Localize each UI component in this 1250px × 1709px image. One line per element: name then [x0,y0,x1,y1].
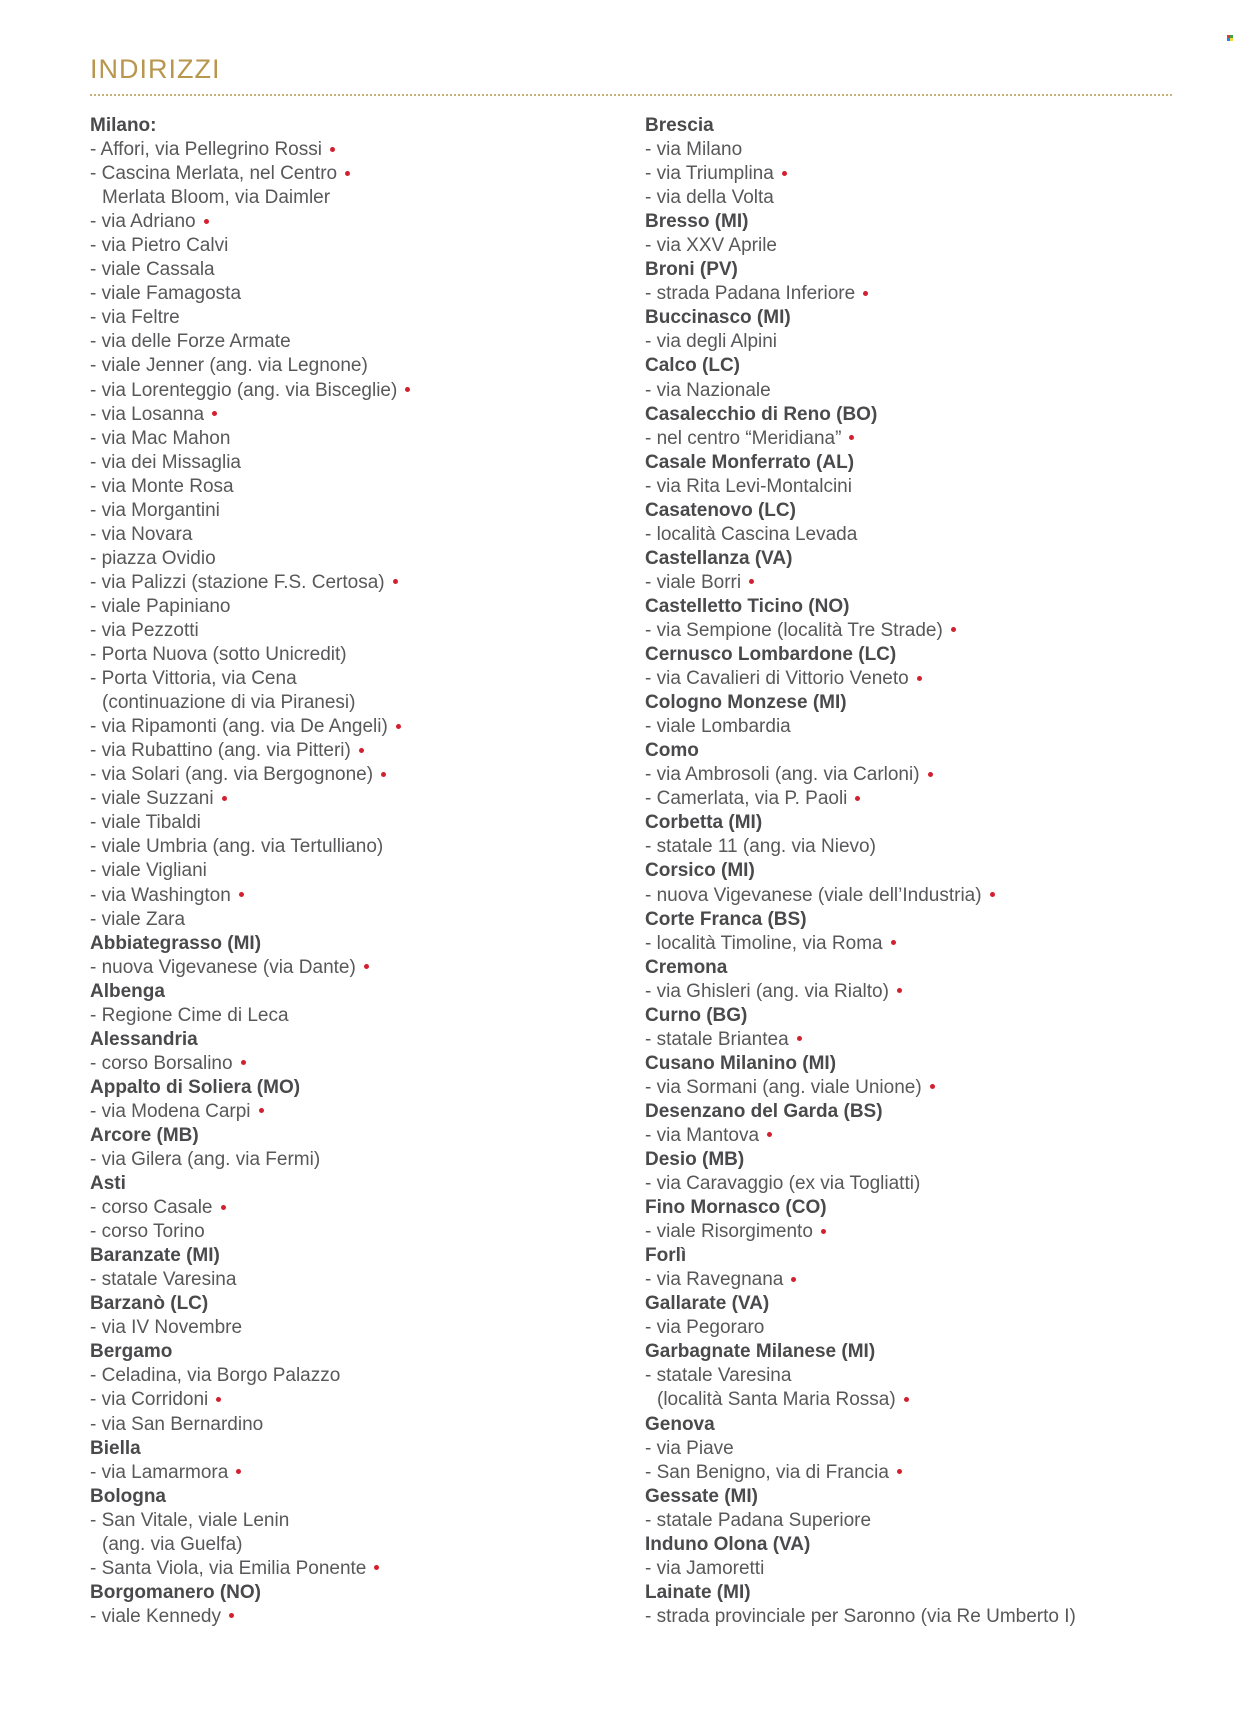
address-text: - viale Jenner (ang. via Legnone) [90,355,368,377]
city-name: Como [645,740,699,762]
address-text: - via Morgantini [90,499,220,521]
address-text: - San Benigno, via di Francia [645,1461,889,1483]
page-title: INDIRIZZI [90,54,221,84]
city-heading [645,1485,1165,1509]
address-text: - nuova Vigevanese (viale dell’Industria) [645,884,982,906]
city-name: Borgomanero (NO) [90,1581,261,1603]
address-item [645,1076,1165,1100]
address-text: - viale Zara [90,908,186,930]
address-text: - viale Risorgimento [645,1221,813,1243]
red-dot-icon [374,1565,379,1570]
address-text: - Porta Vittoria, via Cena [90,668,297,690]
city-heading [645,956,1165,980]
address-text: - via Nazionale [645,379,771,401]
address-item [645,763,1165,787]
address-item [90,1220,610,1244]
address-item [90,523,610,547]
city-heading [645,451,1165,475]
city-heading [90,1581,610,1605]
red-dot-icon [330,147,335,152]
red-dot-icon [990,892,995,897]
city-heading [645,1533,1165,1557]
address-item [90,1196,610,1220]
city-name: Castelletto Ticino (NO) [645,595,850,617]
address-text: - via Gilera (ang. via Fermi) [90,1149,321,1171]
address-item [645,715,1165,739]
city-name: Cernusco Lombardone (LC) [645,644,897,666]
red-dot-icon [891,940,896,945]
address-text: - località Cascina Levada [645,523,858,545]
city-name: Cologno Monzese (MI) [645,692,847,714]
address-item [645,1605,1165,1629]
address-text: - statale Padana Superiore [645,1509,872,1531]
address-item [90,859,610,883]
address-text: - via Pezzotti [90,619,199,641]
city-heading [645,499,1165,523]
address-continuation [90,691,610,715]
address-text: - viale Papiniano [90,595,231,617]
address-text: - viale Umbria (ang. via Tertulliano) [90,836,384,858]
address-item [90,499,610,523]
red-dot-icon [359,748,364,753]
address-item [90,451,610,475]
city-heading [90,114,610,138]
city-name: Corte Franca (BS) [645,908,807,930]
address-item [645,1172,1165,1196]
city-name: Albenga [90,980,165,1002]
address-text: - via Washington [90,884,231,906]
red-dot-icon [393,579,398,584]
address-text: - via Caravaggio (ex via Togliatti) [645,1173,921,1195]
address-item [90,1509,610,1533]
address-text: - viale Vigliani [90,860,207,882]
city-heading [90,1437,610,1461]
city-heading [645,595,1165,619]
city-name: Arcore (MB) [90,1124,199,1146]
city-name: Corbetta (MI) [645,812,763,834]
city-heading [645,1100,1165,1124]
city-heading [645,1340,1165,1364]
address-text: - via Corridoni [90,1389,209,1411]
address-item [645,619,1165,643]
address-item [645,234,1165,258]
city-heading [645,739,1165,763]
address-text: - via Rita Levi-Montalcini [645,475,852,497]
address-text: - via Ripamonti (ang. via De Angeli) [90,716,388,738]
address-text: - via Monte Rosa [90,475,234,497]
address-text: - viale Tibaldi [90,812,201,834]
address-item [90,306,610,330]
address-item [90,1052,610,1076]
city-name: Bologna [90,1485,166,1507]
address-item [90,739,610,763]
city-heading [645,691,1165,715]
red-dot-icon [849,435,854,440]
red-dot-icon [259,1108,264,1113]
city-heading [645,354,1165,378]
city-name: Bresso (MI) [645,211,749,233]
address-item [90,1100,610,1124]
address-text: - corso Borsalino [90,1052,233,1074]
address-text: - via Jamoretti [645,1557,765,1579]
city-name: Fino Mornasco (CO) [645,1197,827,1219]
address-item [645,835,1165,859]
red-dot-icon [917,676,922,681]
city-name: Forlì [645,1245,687,1267]
address-text: - corso Casale [90,1197,213,1219]
address-text: - Cascina Merlata, nel Centro [90,163,338,185]
address-text: - via Lorenteggio (ang. via Bisceglie) [90,379,398,401]
address-text: - via Mantova [645,1124,760,1146]
city-heading [90,932,610,956]
city-heading [90,1124,610,1148]
red-dot-icon [222,796,227,801]
red-dot-icon [204,219,209,224]
address-text: - nuova Vigevanese (via Dante) [90,956,356,978]
city-name: Calco (LC) [645,355,740,377]
red-dot-icon [791,1277,796,1282]
address-text: - località Timoline, via Roma [645,932,883,954]
address-item [90,234,610,258]
city-name: Abbiategrasso (MI) [90,932,262,954]
address-item [645,427,1165,451]
address-text: - Celadina, via Borgo Palazzo [90,1365,341,1387]
address-item [90,1461,610,1485]
address-text: - via Adriano [90,211,196,233]
red-dot-icon [241,1060,246,1065]
address-item [645,523,1165,547]
city-name: Genova [645,1413,715,1435]
city-heading [90,1292,610,1316]
address-item [645,379,1165,403]
address-item [90,258,610,282]
address-text: - via San Bernardino [90,1413,264,1435]
address-item [90,1388,610,1412]
city-name: Curno (BG) [645,1004,748,1026]
city-name: Bergamo [90,1341,173,1363]
red-dot-icon [216,1397,221,1402]
address-item [645,884,1165,908]
address-item [90,595,610,619]
city-heading [645,258,1165,282]
city-name: Barzanò (LC) [90,1293,209,1315]
address-text: - via Rubattino (ang. via Pitteri) [90,740,351,762]
address-text: - viale Famagosta [90,283,242,305]
address-text: - strada provinciale per Saronno (via Re Umberto I) [645,1605,1076,1627]
city-heading [645,210,1165,234]
address-item [645,1437,1165,1461]
address-column-right [645,114,1165,1629]
city-name: Buccinasco (MI) [645,307,791,329]
address-text: - Regione Cime di Leca [90,1004,289,1026]
city-name: Asti [90,1173,126,1195]
address-text: - via Piave [645,1437,734,1459]
address-item [90,427,610,451]
address-item [90,547,610,571]
city-heading [645,1004,1165,1028]
address-item [645,1220,1165,1244]
address-column-left [90,114,610,1629]
city-name: Desio (MB) [645,1149,745,1171]
address-item [90,379,610,403]
city-heading [90,1028,610,1052]
address-item [90,835,610,859]
red-dot-icon [381,772,386,777]
red-dot-icon [928,772,933,777]
address-text: - via Ambrosoli (ang. via Carloni) [645,764,920,786]
address-item [645,1124,1165,1148]
address-text: - Affori, via Pellegrino Rossi [90,139,322,161]
red-dot-icon [229,1613,234,1618]
red-dot-icon [855,796,860,801]
address-item [90,643,610,667]
address-continuation [645,1388,1165,1412]
address-item [645,1316,1165,1340]
address-text: - statale 11 (ang. via Nievo) [645,836,876,858]
city-heading [90,980,610,1004]
address-text: - Camerlata, via P. Paoli [645,788,848,810]
address-text: - statale Briantea [645,1028,789,1050]
city-heading [645,1244,1165,1268]
address-text: - via Ravegnana [645,1269,784,1291]
red-dot-icon [904,1397,909,1402]
address-item [90,475,610,499]
address-text: - via Mac Mahon [90,427,231,449]
address-item [90,403,610,427]
city-name: Brescia [645,115,714,136]
address-continuation [90,1533,610,1557]
address-text: - nel centro “Meridiana” [645,427,842,449]
address-text: - statale Varesina [645,1365,792,1387]
address-item [645,282,1165,306]
address-item [90,1413,610,1437]
address-item [90,1268,610,1292]
address-item [645,932,1165,956]
address-text: - via Palizzi (stazione F.S. Certosa) [90,571,385,593]
address-item [90,571,610,595]
address-item [90,667,610,691]
address-text: - viale Suzzani [90,788,214,810]
address-item [645,787,1165,811]
city-heading [645,908,1165,932]
address-text: - piazza Ovidio [90,547,216,569]
red-dot-icon [897,988,902,993]
red-dot-icon [797,1036,802,1041]
city-heading [645,1581,1165,1605]
address-item [90,1004,610,1028]
address-text: - via Sempione (località Tre Strade) [645,619,943,641]
address-text: - San Vitale, viale Lenin [90,1509,290,1531]
city-heading [645,1292,1165,1316]
red-dot-icon [405,387,410,392]
address-item [645,1461,1165,1485]
city-name: Garbagnate Milanese (MI) [645,1341,876,1363]
city-heading [645,1052,1165,1076]
address-item [90,811,610,835]
address-item [645,138,1165,162]
address-text: - via Modena Carpi [90,1100,251,1122]
city-name: Lainate (MI) [645,1581,751,1603]
address-item [90,715,610,739]
address-text: - corso Torino [90,1221,205,1243]
address-item [90,330,610,354]
address-item [90,787,610,811]
city-heading [90,1172,610,1196]
address-item [90,162,610,186]
address-item [90,1316,610,1340]
address-item [90,138,610,162]
address-item [645,1364,1165,1388]
address-item [90,763,610,787]
address-text: - Porta Nuova (sotto Unicredit) [90,644,347,666]
city-name: Corsico (MI) [645,860,755,882]
city-heading [90,1244,610,1268]
address-text: - via Triumplina [645,163,774,185]
city-name: Milano: [90,115,157,136]
address-item [90,1364,610,1388]
address-text: - Santa Viola, via Emilia Ponente [90,1557,367,1579]
city-heading [645,859,1165,883]
address-text: - via degli Alpini [645,331,778,353]
address-text: - viale Kennedy [90,1605,221,1627]
address-item [90,884,610,908]
address-text: - statale Varesina [90,1269,237,1291]
city-heading [645,811,1165,835]
address-text: - viale Lombardia [645,716,791,738]
city-heading [90,1340,610,1364]
address-text: - strada Padana Inferiore [645,283,856,305]
address-text: - via Cavalieri di Vittorio Veneto [645,668,909,690]
city-name: Casalecchio di Reno (BO) [645,403,878,425]
address-text: - via Milano [645,139,743,161]
city-heading [645,403,1165,427]
address-item [90,354,610,378]
address-continuation [90,186,610,210]
city-name: Appalto di Soliera (MO) [90,1076,301,1098]
address-item [645,571,1165,595]
red-dot-icon [821,1229,826,1234]
city-name: Casale Monferrato (AL) [645,451,855,473]
city-name: Broni (PV) [645,259,738,281]
address-item [645,667,1165,691]
address-text: - via Lamarmora [90,1461,229,1483]
address-item [645,475,1165,499]
city-name: Biella [90,1437,141,1459]
address-text: - via Feltre [90,307,180,329]
red-dot-icon [863,291,868,296]
address-text: - via XXV Aprile [645,235,777,257]
address-text: - via della Volta [645,187,774,209]
city-name: Gallarate (VA) [645,1293,770,1315]
city-name: Desenzano del Garda (BS) [645,1100,883,1122]
city-name: Gessate (MI) [645,1485,758,1507]
red-dot-icon [364,964,369,969]
red-dot-icon [930,1084,935,1089]
address-text: - via Sormani (ang. viale Unione) [645,1076,922,1098]
red-dot-icon [749,579,754,584]
city-heading [90,1076,610,1100]
city-name: Alessandria [90,1028,198,1050]
city-heading [645,1148,1165,1172]
address-item [90,619,610,643]
red-dot-icon [221,1205,226,1210]
city-name: Cusano Milanino (MI) [645,1052,837,1074]
address-text: - via delle Forze Armate [90,331,291,353]
address-item [90,1605,610,1629]
city-name: Casatenovo (LC) [645,499,796,521]
red-dot-icon [212,411,217,416]
red-dot-icon [396,724,401,729]
address-item [645,1268,1165,1292]
red-dot-icon [897,1469,902,1474]
red-dot-icon [345,171,350,176]
city-name: Castellanza (VA) [645,547,793,569]
red-dot-icon [767,1132,772,1137]
address-text: - via IV Novembre [90,1317,243,1339]
city-name: Cremona [645,956,728,978]
address-text: (continuazione di via Piranesi) [102,692,356,714]
city-name: Induno Olona (VA) [645,1533,811,1555]
city-heading [645,1413,1165,1437]
city-heading [645,547,1165,571]
address-item [645,1509,1165,1533]
address-text: Merlata Bloom, via Daimler [102,187,331,209]
city-heading [90,1485,610,1509]
address-item [90,908,610,932]
address-text: (ang. via Guelfa) [102,1533,243,1555]
address-item [90,210,610,234]
address-text: - via Ghisleri (ang. via Rialto) [645,980,889,1002]
red-dot-icon [951,627,956,632]
address-text: - via Solari (ang. via Bergognone) [90,764,374,786]
red-dot-icon [782,171,787,176]
red-dot-icon [239,892,244,897]
address-text: - via Pegoraro [645,1317,765,1339]
address-item [90,1557,610,1581]
address-item [90,1148,610,1172]
address-text: - viale Cassala [90,259,215,281]
address-text: - via Novara [90,523,193,545]
address-text: - via dei Missaglia [90,451,241,473]
address-item [645,330,1165,354]
address-item [645,1028,1165,1052]
city-heading [645,643,1165,667]
address-item [645,1557,1165,1581]
city-heading [645,114,1165,138]
address-text: - viale Borri [645,571,742,593]
color-registration-mark [1227,35,1234,42]
dotted-divider [90,94,1172,96]
city-heading [645,306,1165,330]
red-dot-icon [236,1469,241,1474]
address-item [645,186,1165,210]
address-item [90,956,610,980]
city-heading [645,1196,1165,1220]
address-text: - via Pietro Calvi [90,235,229,257]
address-text: (località Santa Maria Rossa) [657,1389,896,1411]
address-item [645,980,1165,1004]
city-name: Baranzate (MI) [90,1245,220,1267]
address-item [645,162,1165,186]
address-item [90,282,610,306]
address-text: - via Losanna [90,403,205,425]
